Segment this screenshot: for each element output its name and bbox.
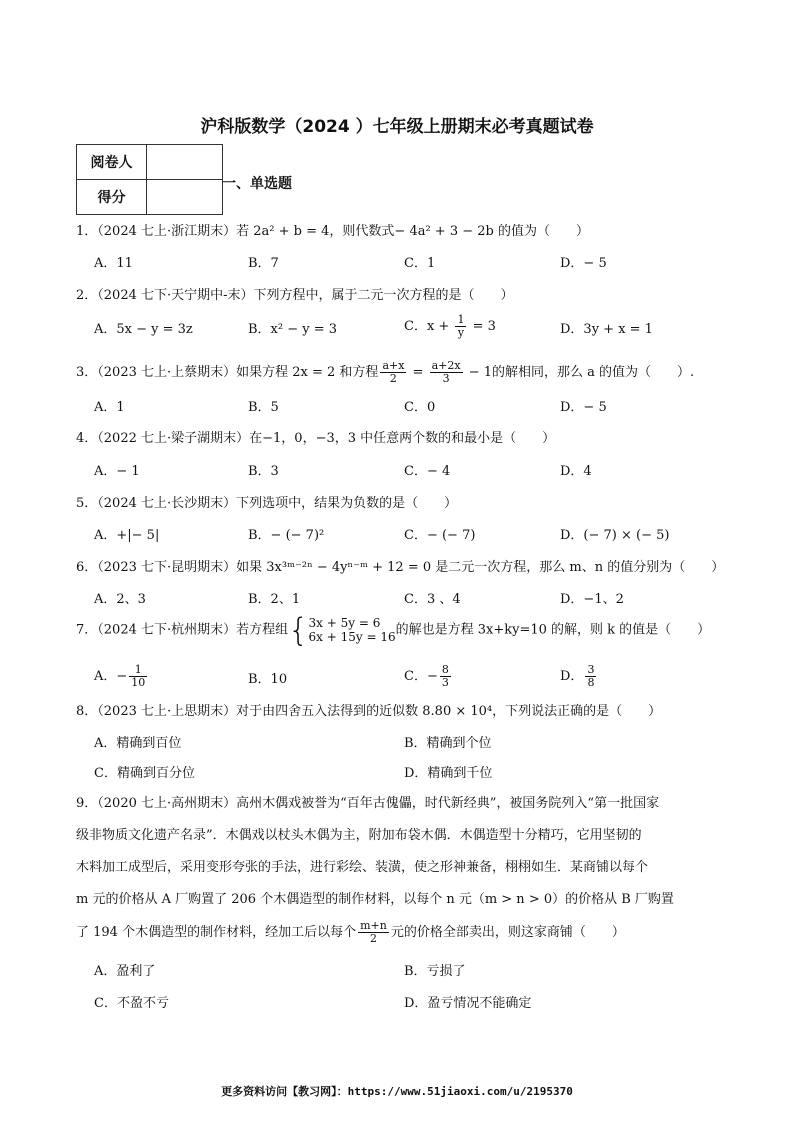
- score-table: [76, 144, 223, 215]
- q8-option-d: D．精确到千位: [404, 766, 493, 781]
- q9-line-5: 了 194 个木偶造型的制作材料，经加工后以每个 $\frac{m+n}{2}$ 元的价格全部卖出，则这家商铺（ ）: [76, 919, 625, 945]
- q3-option-d: D．− 5: [560, 400, 607, 415]
- q5-option-c: C．− (− 7): [404, 528, 476, 543]
- q9-fraction: $\frac{m+n}{2}$: [360, 919, 387, 945]
- q9-line-3: 木料加工成型后，采用变形夸张的手法，进行彩绘、装潢，使之形神兼备，栩栩如生．某商铺以每个: [76, 860, 649, 875]
- question-5: 5．（2024 七上·长沙期末）下列选项中，结果为负数的是（ ）: [76, 496, 458, 511]
- q9-line-4: m 元的价格从 A 厂购置了 206 个木偶造型的制作材料，以每个 n 元（m > n > 0）的价格从 B 厂购置: [76, 892, 674, 907]
- q4-option-b: B．3: [248, 464, 279, 479]
- question-6: 6．（2023 七下·昆明期末）如果 3x³ᵐ⁻²ⁿ − 4yⁿ⁻ᵐ + 12 = 0 是二元一次方程，那么 m、n 的值分别为（ ）: [76, 560, 725, 575]
- reviewer-cell: [147, 145, 223, 180]
- q7-option-a: A．− $\frac{1}{10}$: [94, 663, 146, 689]
- q9-option-c: C．不盈不亏: [94, 996, 169, 1011]
- q8-option-c: C．精确到百分位: [94, 766, 195, 781]
- q5-option-b: B．− (− 7)²: [248, 528, 325, 543]
- q2-fraction: $\frac{1}{y}$: [457, 313, 465, 339]
- q3-fraction-right: $\frac{a+2x}{3}$: [431, 359, 461, 385]
- q6-option-c: C．3 、4: [404, 592, 461, 607]
- score-cell: [147, 180, 223, 215]
- section-title: 一、单选题: [222, 176, 292, 192]
- question-7: 7．（2024 七下·杭州期末）若方程组{ 3x + 5y = 6 6x + 15y = 16 的解也是方程 3x+ky=10 的解，则 k 的值是（ ）: [76, 611, 711, 649]
- q1-option-c: C．1: [404, 256, 436, 271]
- q7-option-b: B．10: [248, 672, 288, 687]
- q4-option-d: D．4: [560, 464, 592, 479]
- q6-option-b: B．2、1: [248, 592, 301, 607]
- score-label: 得分: [77, 180, 147, 215]
- q9-line-2: 级非物质文化遗产名录”．木偶戏以杖头木偶为主，附加布袋木偶．木偶造型十分精巧，它用坚韧的: [76, 828, 642, 843]
- q9-option-a: A．盈利了: [94, 964, 156, 979]
- page-title: 沪科版数学（2024 ）七年级上册期末必考真题试卷: [200, 117, 594, 137]
- question-9: 9．（2020 七上·高州期末）高州木偶戏被誉为“百年古傀儡，时代新经典”，被国务院列入“第一批国家: [76, 796, 660, 811]
- q3-fraction-left: $\frac{a+x}{2}$: [382, 359, 405, 385]
- q9-option-d: D．盈亏情况不能确定: [404, 996, 532, 1011]
- equation-system: 3x + 5y = 6 6x + 15y = 16: [308, 616, 396, 644]
- q6-option-a: A．2、3: [94, 592, 146, 607]
- q3-option-c: C．0: [404, 400, 436, 415]
- q8-option-b: B．精确到个位: [404, 736, 492, 751]
- question-2: 2．（2024 七下·天宁期中-末）下列方程中，属于二元一次方程的是（ ）: [76, 288, 514, 303]
- question-8: 8．（2023 七上·上思期末）对于由四舍五入法得到的近似数 8.80 × 10⁴，下列说法正确的是（ ）: [76, 704, 662, 719]
- q2-option-d: D．3y + x = 1: [560, 322, 653, 337]
- system-brace: {: [288, 611, 309, 649]
- question-3: 3．（2023 七上·上蔡期末）如果方程 2x = 2 和方程 $\frac{a+x}{2}$ = $\frac{a+2x}{3}$ − 1的解相同，那么 a 的值为（ ）.: [76, 359, 695, 385]
- q5-option-a: A．+|− 5|: [94, 528, 160, 543]
- q3-option-b: B．5: [248, 400, 279, 415]
- q1-option-a: A．11: [94, 256, 133, 271]
- q2-option-c: C．x + $\frac{1}{y}$ = 3: [404, 313, 496, 339]
- q4-option-a: A．− 1: [94, 464, 140, 479]
- question-4: 4．（2022 七上·梁子湖期末）在−1，0，−3，3 中任意两个数的和最小是（ ）: [76, 431, 556, 446]
- footer-link[interactable]: 更多资料访问【教习网】：https://www.51jiaoxi.com/u/2195370: [221, 1085, 573, 1098]
- q6-option-d: D．−1、2: [560, 592, 624, 607]
- q2-option-a: A．5x − y = 3z: [94, 322, 193, 337]
- q4-option-c: C．− 4: [404, 464, 451, 479]
- q7-option-d: D． $\frac{3}{8}$: [560, 663, 595, 689]
- q1-option-d: D．− 5: [560, 256, 607, 271]
- reviewer-label: 阅卷人: [77, 145, 147, 180]
- q3-option-a: A．1: [94, 400, 125, 415]
- q2-option-b: B．x² − y = 3: [248, 322, 338, 337]
- q8-option-a: A．精确到百位: [94, 736, 182, 751]
- q9-option-b: B．亏损了: [404, 964, 466, 979]
- q5-option-d: D．(− 7) × (− 5): [560, 528, 670, 543]
- q1-option-b: B．7: [248, 256, 279, 271]
- question-1: 1．（2024 七上·浙江期末）若 2a² + b = 4，则代数式− 4a² + 3 − 2b 的值为（ ）: [76, 224, 589, 239]
- q7-option-c: C．− $\frac{8}{3}$: [404, 663, 449, 689]
